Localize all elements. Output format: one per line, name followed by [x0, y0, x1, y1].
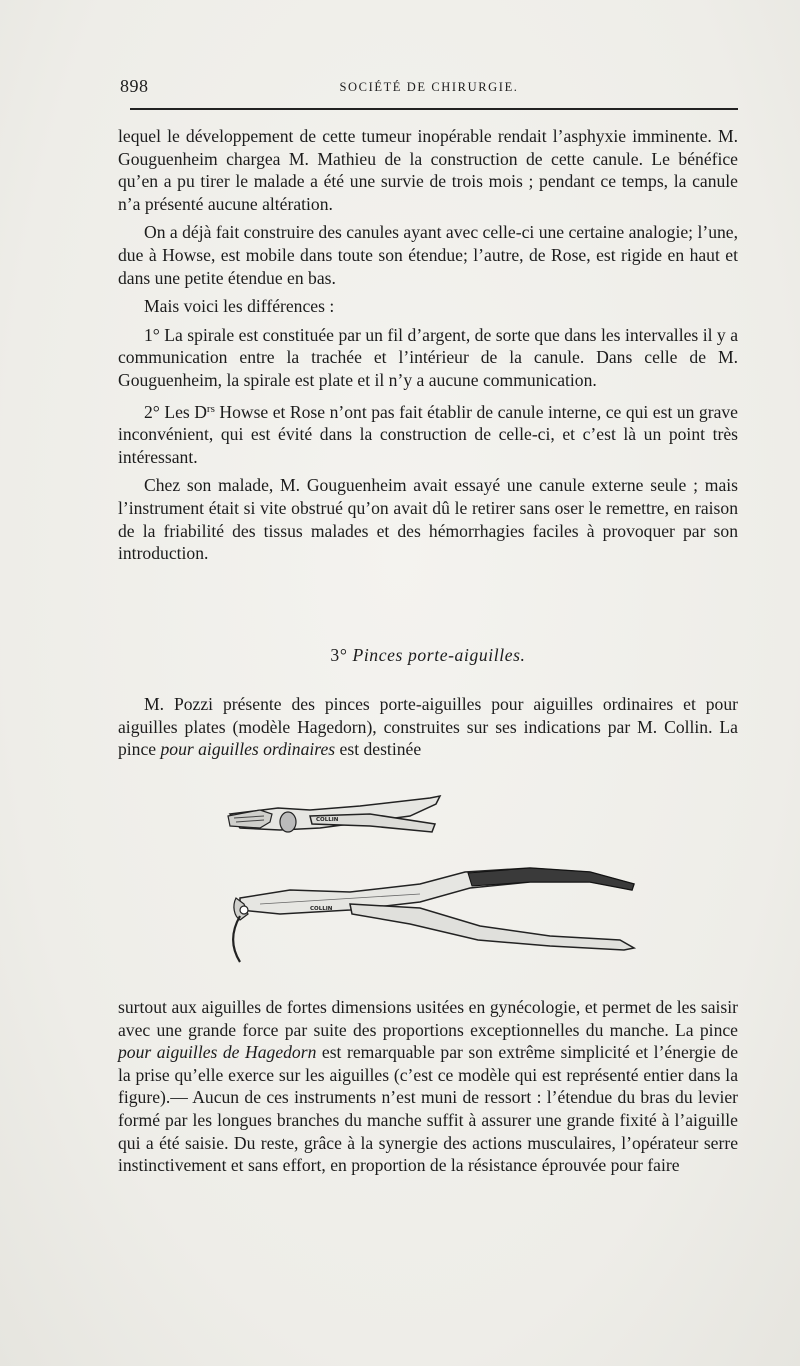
page-header [120, 76, 738, 100]
paragraph-point-2: 2° Les $D^{rs}$ Howse et Rose n’ont pas fait établir de canule interne, ce qui est un grave inconvénient, qui est évité dans la construction de celle-ci, et c’est là un point très intéressant. [118, 401, 738, 467]
paragraph-malade: Chez son malade, M. Gouguenheim avait essayé une canule externe seule ; mais l’instrument était si vite obstrué qu’on avait dû le retirer sans oser le remettre, en raison de la friabilité des tissus malades et des hémorrhagies faciles à provoquer par son introduction. [118, 475, 738, 564]
superscript-rs: rs [206, 402, 215, 415]
paragraph-point-1: 1° La spirale est constituée par un fil d’argent, de sorte que dans les intervalles il y a communication entre la trachée et l’intérieur de la canule. Dans celle de M. Gouguenheim, la spirale est plate et il n’y a aucune communication. [118, 324, 738, 390]
paragraph-canule-intro: lequel le développement de cette tumeur inopérable rendait l’asphyxie imminente. M. Gouguenheim chargea M. Mathieu de la construction de cette canule. Le bénéfice qu’en a pu tirer le malade a été une survie de trois mois ; pendant ce temps, la canule n’a présenté aucune altération. [118, 126, 738, 214]
body-text-top [118, 125, 738, 565]
running-head: SOCIÉTÉ DE CHIRURGIE. [339, 80, 519, 94]
paragraph-pozzi: M. Pozzi présente des pinces porte-aiguilles pour aiguilles ordinaires et pour aiguilles plates (modèle Hagedorn), construites sur ses indications par M. Collin. La pince pour aiguilles ordinaires est destinée [118, 694, 738, 760]
body-text-middle [118, 693, 738, 761]
collin-mark-top: COLLIN [316, 817, 339, 823]
paragraph-usage: surtout aux aiguilles de fortes dimensions usitées en gynécologie, et permet de les saisir avec une grande force par suite des proportions exceptionnelles du manche. La pince pour aiguilles de Hagedorn est remarquable par son extrême simplicité et l’énergie de la prise qu’elle exerce sur les aiguilles (c’est ce modèle qui est représenté entier dans la figure).— Aucun de ces instruments n’est muni de ressort : l’étendue du bras du levier formé par les longues branches du manche suffit à assurer une grande fixité à l’aiguille qui a été saisie. Du reste, grâce à la synergie des actions musculaires, l’opérateur serre instinctivement et sans effort, en proportion de la résistance éprouvée pour faire [118, 997, 739, 1176]
needle-holder-short-illustration [228, 796, 440, 832]
body-text-bottom [118, 996, 738, 1177]
section-heading [118, 645, 738, 666]
emphasis-hagedorn: pour aiguilles de Hagedorn [118, 1042, 317, 1063]
section-number: 3° [330, 645, 348, 665]
page-number: 898 [120, 76, 149, 96]
collin-mark-bottom: COLLIN [310, 906, 333, 912]
header-rule [130, 108, 738, 110]
needle-holder-figure [200, 780, 650, 980]
emphasis-aiguilles-ordinaires: pour aiguilles ordinaires [160, 739, 336, 760]
paragraph-analogie: On a déjà fait construire des canules ayant avec celle-ci une certaine analogie; l’une, due à Howse, est mobile dans toute son étendue; l’autre, de Rose, est rigide en haut et dans une petite étendue en bas. [118, 222, 738, 288]
section-title: Pinces porte-aiguilles. [352, 645, 526, 665]
paragraph-differences: Mais voici les différences : [144, 296, 335, 317]
needle-holder-long-illustration [233, 868, 634, 962]
